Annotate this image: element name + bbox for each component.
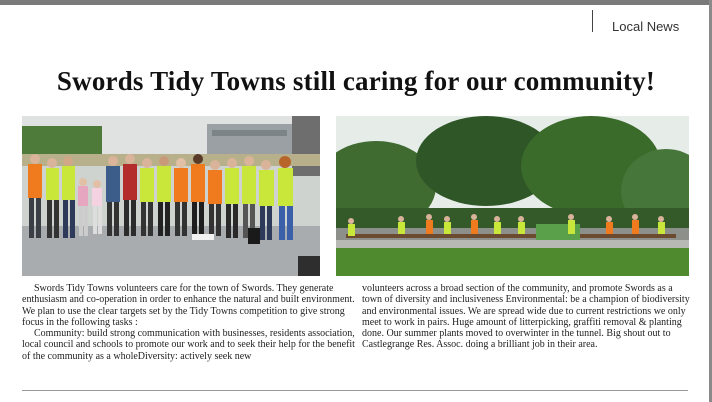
article-column-right [362,283,694,351]
section-divider [592,10,593,32]
volunteers-group-photo [22,116,320,276]
article-column-left [22,283,360,362]
section-label: Local News [612,19,680,34]
article-paragraph-2: Community: build strong communication with businesses, residents association, local council and schools to promote our work and to seek their help for the benefit of the community as a wholeDiversity: actively seek new [22,328,355,362]
park-volunteers-photo [336,116,689,276]
article-headline: Swords Tidy Towns still caring for our community! [56,66,656,96]
bottom-rule [22,390,688,391]
top-border [0,0,712,5]
article-paragraph-1: Swords Tidy Towns volunteers care for the town of Swords. They generate enthusiasm and co-operation in order to enhance the natural and built environment. We plan to use the clear targets set by the Tidy Towns competition to give strong focus in the following tasks : [22,283,355,328]
article-paragraph-3: volunteers across a broad section of the community, and promote Swords as a town of diversity and inclusiveness Environmental: be a champion of biodiversity and environmental issues. We are spread wide due to current restrictions we only meet to work in pairs. Huge amount of litterpicking, graffiti removal & planting done. Our summer plants moved to overwinter in the tunnel. Big shout out to Castlegrange Res. Assoc. doing a brilliant job in their area. [362,283,690,351]
